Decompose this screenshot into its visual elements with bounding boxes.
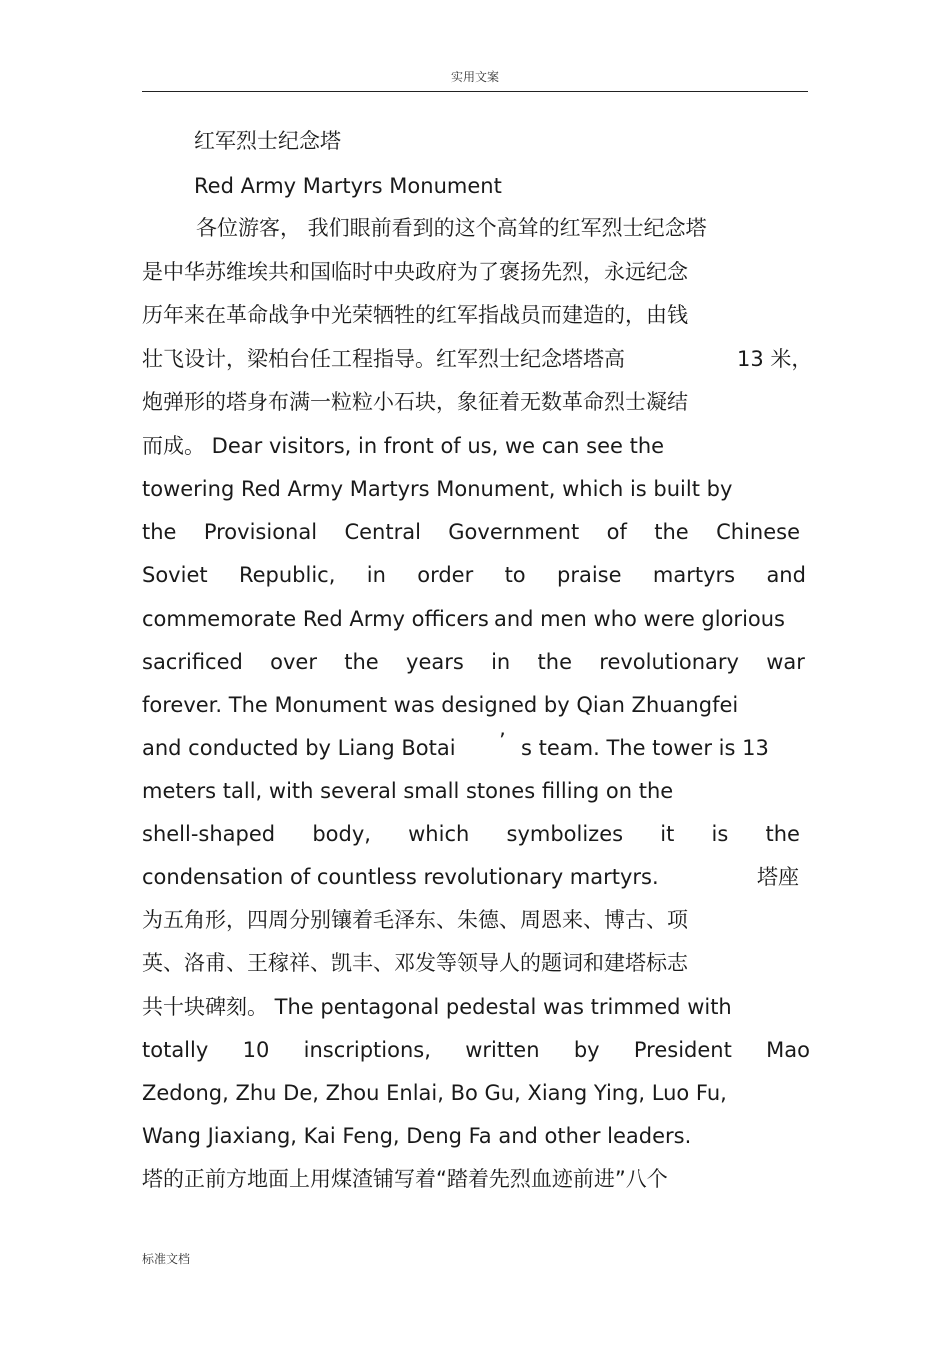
justified-line [142, 821, 800, 847]
header-divider [142, 91, 808, 92]
word: it [660, 822, 675, 846]
text-line: 是中华苏维埃共和国临时中央政府为了褒扬先烈，永远纪念 [142, 260, 688, 284]
title-english: Red Army Martyrs Monument [194, 174, 502, 198]
text-line: 而成。 Dear visitors, in front of us, we can see the [142, 434, 665, 458]
text-line: meters tall, with several small stones filling on the [142, 779, 674, 803]
page-footer: 标准文档 [142, 1252, 191, 1266]
text-line: Zedong, Zhu De, Zhou Enlai, Bo Gu, Xiang Ying, Luo Fu, [142, 1081, 727, 1105]
text-line: 壮飞设计，梁柏台任工程指导。红军烈士纪念塔塔高 [142, 347, 625, 371]
word: written [465, 1038, 540, 1062]
text-line: and conducted by Liang Botai [142, 736, 456, 760]
text-line: 塔的正前方地面上用煤渣铺写着“踏着先烈血迹前进”八个 [142, 1167, 668, 1191]
word: Chinese [716, 520, 800, 544]
word: in [491, 650, 511, 674]
word: sacrificed [142, 650, 243, 674]
word: and [766, 563, 806, 587]
text-line: 各位游客， 我们眼前看到的这个高耸的红军烈士纪念塔 [196, 216, 707, 240]
word: war [766, 650, 805, 674]
word: to [504, 563, 526, 587]
word: Provisional [203, 520, 318, 544]
justified-line [142, 519, 800, 545]
word: symbolizes [506, 822, 624, 846]
text-line: towering Red Army Martyrs Monument, which is built by [142, 477, 733, 501]
text-line: 为五角形，四周分别镶着毛泽东、朱德、周恩来、博古、项 [142, 908, 688, 932]
text-line: 13 米， [737, 347, 813, 371]
word-group: and men who were glorious [494, 607, 785, 631]
word: the [765, 822, 800, 846]
word: Soviet [142, 563, 208, 587]
word: the [537, 650, 572, 674]
text-line: 历年来在革命战争中光荣牺牲的红军指战员而建造的，由钱 [142, 303, 688, 327]
text-line: 英、洛甫、王稼祥、凯丰、邓发等领导人的题词和建塔标志 [142, 951, 688, 975]
justified-line [142, 649, 805, 675]
word-group: commemorate Red Army officers [142, 607, 489, 631]
text-line: 共十块碑刻。 The pentagonal pedestal was trimmed with [142, 995, 732, 1019]
word: Government [448, 520, 580, 544]
word: the [142, 520, 177, 544]
word: years [406, 650, 464, 674]
word: the [344, 650, 379, 674]
word: President [633, 1038, 732, 1062]
text-line: condensation of countless revolutionary martyrs. [142, 865, 659, 889]
text-line: s team. The tower is 13 [521, 736, 769, 760]
justified-line [142, 606, 785, 632]
title-chinese: 红军烈士纪念塔 [194, 129, 341, 153]
apostrophe: ’ [499, 729, 506, 753]
word: of [606, 520, 627, 544]
word: Republic, [238, 563, 336, 587]
justified-line [142, 562, 806, 588]
word: by [573, 1038, 600, 1062]
word: the [654, 520, 689, 544]
text-line: Wang Jiaxiang, Kai Feng, Deng Fa and other leaders. [142, 1124, 692, 1148]
justified-line [142, 1037, 810, 1063]
text-line: forever. The Monument was designed by Qian Zhuangfei [142, 693, 739, 717]
word: which [408, 822, 470, 846]
word: revolutionary [599, 650, 739, 674]
word: is [711, 822, 729, 846]
word: totally [142, 1038, 209, 1062]
text-line: 塔座 [757, 865, 799, 889]
word: Mao [766, 1038, 810, 1062]
page-header: 实用文案 [450, 70, 499, 84]
word: praise [557, 563, 622, 587]
text-line: 炮弹形的塔身布满一粒粒小石块，象征着无数革命烈士凝结 [142, 390, 688, 414]
word: inscriptions, [303, 1038, 431, 1062]
word: shell-shaped [142, 822, 276, 846]
word: order [417, 563, 474, 587]
word: body, [312, 822, 371, 846]
word: in [366, 563, 386, 587]
word: martyrs [652, 563, 736, 587]
word: 10 [242, 1038, 270, 1062]
word: Central [344, 520, 421, 544]
word: over [270, 650, 317, 674]
